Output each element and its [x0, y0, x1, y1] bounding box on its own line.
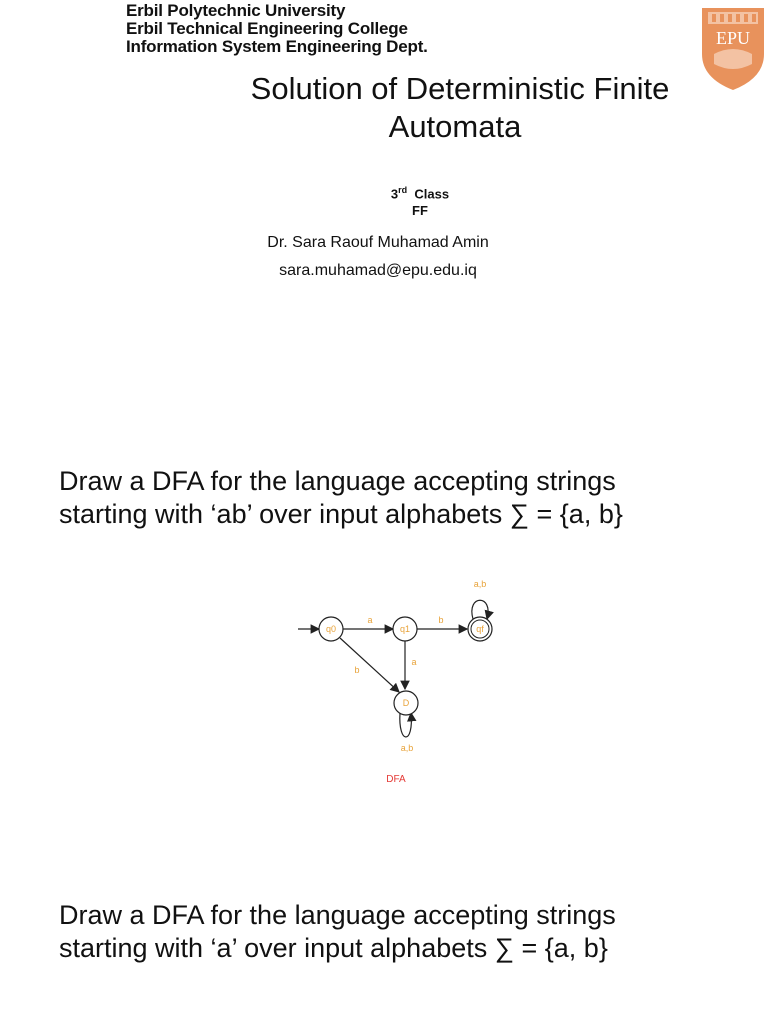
class-group: FF [412, 203, 428, 219]
loop-qf [472, 600, 488, 619]
edge-label-q1-dead: a [411, 657, 417, 667]
question-1 [59, 465, 759, 531]
state-label-qf: qf [476, 624, 484, 634]
question-2-line-2: starting with ‘a’ over input alphabets ∑ = {a, b} [59, 933, 608, 963]
edge-label-q0-dead: b [354, 665, 360, 675]
title-line-2: Automata [388, 109, 522, 144]
department-name: Information System Engineering Dept. [126, 37, 428, 56]
state-label-q1: q1 [399, 624, 411, 634]
loop-dead [400, 713, 412, 737]
edge-label-dead-loop: a,b [400, 743, 414, 753]
state-label-q0: q0 [325, 624, 337, 634]
page-title [150, 70, 760, 146]
question-1-line-1: Draw a DFA for the language accepting strings [59, 466, 616, 496]
college-name: Erbil Technical Engineering College [126, 19, 408, 38]
edge-label-q0-q1: a [367, 615, 373, 625]
edge-q0-dead [340, 638, 399, 692]
university-name: Erbil Polytechnic University [126, 1, 346, 20]
edge-label-qf-loop: a,b [473, 579, 487, 589]
institution-header [126, 2, 428, 56]
author-name: Dr. Sara Raouf Muhamad Amin [267, 234, 489, 251]
dfa-diagram [290, 570, 520, 790]
state-label-dead: D [402, 698, 410, 708]
title-line-1: Solution of Deterministic Finite [250, 71, 670, 106]
question-2 [59, 899, 759, 965]
author-block [180, 229, 576, 285]
diagram-caption: DFA [386, 774, 406, 785]
logo-text: EPU [715, 28, 751, 48]
class-ordinal-suffix: rd [398, 185, 408, 195]
author-email: sara.muhamad@epu.edu.iq [279, 262, 477, 279]
edge-label-q1-qf: b [438, 615, 444, 625]
class-label: Class [414, 186, 450, 202]
question-2-line-1: Draw a DFA for the language accepting strings [59, 900, 616, 930]
class-ordinal: 3 [390, 186, 399, 202]
class-info [360, 182, 480, 219]
question-1-line-2: starting with ‘ab’ over input alphabets ∑ = {a, b} [59, 499, 623, 529]
